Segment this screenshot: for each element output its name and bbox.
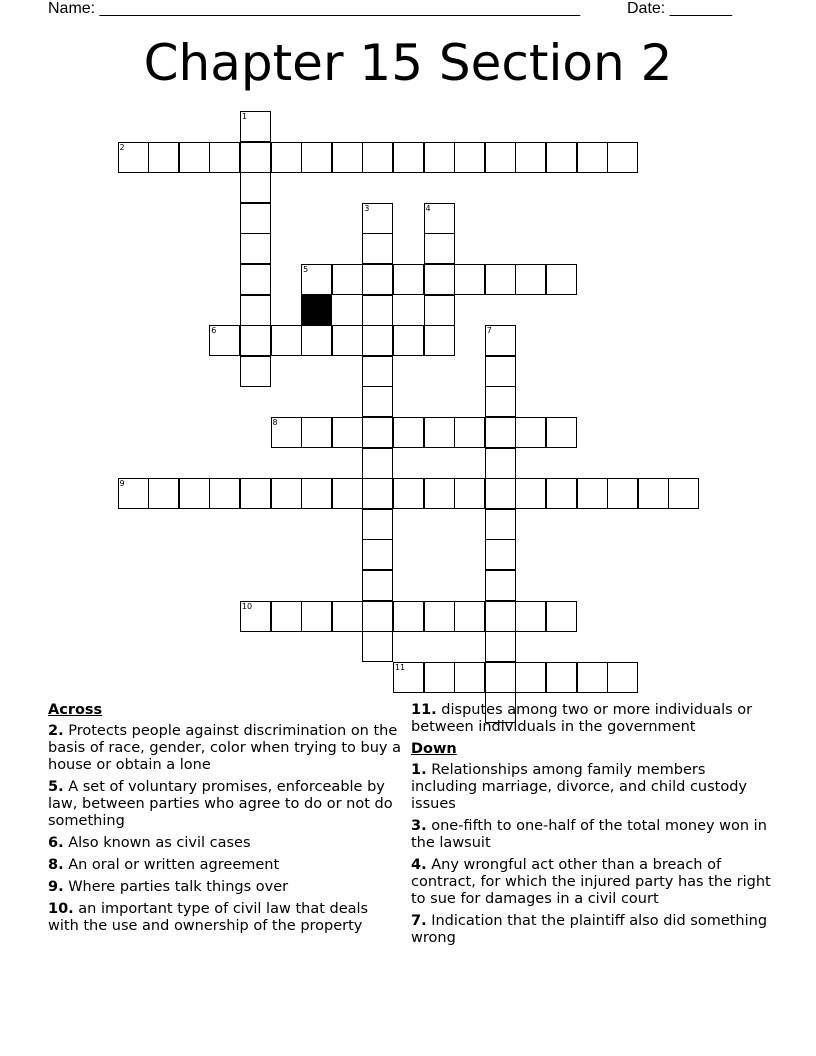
clue-number-label: 7: [486, 326, 492, 336]
grid-cell[interactable]: [362, 570, 393, 601]
grid-cell[interactable]: [454, 478, 485, 509]
grid-cell[interactable]: [240, 111, 271, 142]
clue-text: an important type of civil law that deals with the use and ownership of the property: [48, 901, 369, 934]
grid-cell[interactable]: [148, 142, 179, 173]
clue-number-label: 5: [303, 265, 309, 274]
grid-cell[interactable]: [240, 264, 271, 295]
clue-across-8: [48, 857, 403, 874]
grid-cell[interactable]: [271, 417, 302, 448]
clue-text: Where parties talk things over: [68, 879, 289, 895]
grid-cell[interactable]: [301, 417, 332, 448]
grid-cell[interactable]: [332, 325, 363, 356]
grid-cell[interactable]: [515, 417, 546, 448]
grid-cell[interactable]: [424, 233, 455, 264]
grid-cell[interactable]: [209, 325, 240, 356]
grid-cell[interactable]: [393, 264, 424, 295]
grid-cell[interactable]: [362, 631, 393, 662]
clue-across-5: [48, 779, 403, 830]
grid-cell[interactable]: [393, 662, 424, 693]
grid-cell[interactable]: [332, 478, 363, 509]
grid-cell[interactable]: [546, 601, 577, 632]
grid-cell[interactable]: [301, 478, 332, 509]
grid-cell[interactable]: [362, 356, 393, 387]
clue-text: Relationships among family members including marriage, divorce, and child custody issues: [411, 762, 747, 812]
grid-cell[interactable]: [362, 386, 393, 417]
grid-cell[interactable]: [515, 601, 546, 632]
grid-cell[interactable]: [118, 478, 149, 509]
grid-cell[interactable]: [454, 142, 485, 173]
grid-cell[interactable]: [179, 142, 210, 173]
grid-cell[interactable]: [240, 233, 271, 264]
grid-cell[interactable]: [301, 601, 332, 632]
grid-cell[interactable]: [271, 142, 302, 173]
grid-cell[interactable]: [454, 264, 485, 295]
grid-cell[interactable]: [362, 142, 393, 173]
grid-cell[interactable]: [577, 142, 608, 173]
clue-text: A set of voluntary promises, enforceable by law, between parties who agree to do or not do something: [48, 779, 393, 829]
grid-cell[interactable]: [515, 478, 546, 509]
grid-cell[interactable]: [362, 539, 393, 570]
clue-text: Any wrongful act other than a breach of contract, for which the injured party has the right to sue for damages in a civil court: [411, 857, 771, 907]
grid-cell[interactable]: [271, 325, 302, 356]
grid-cell[interactable]: [209, 142, 240, 173]
grid-cell[interactable]: [607, 662, 638, 693]
grid-cell[interactable]: [424, 203, 455, 234]
clue-across-11: [411, 702, 771, 736]
grid-cell[interactable]: [546, 264, 577, 295]
clue-number: 3.: [411, 818, 427, 834]
grid-cell[interactable]: [393, 325, 424, 356]
grid-cell[interactable]: [362, 325, 393, 356]
grid-cell[interactable]: [271, 478, 302, 509]
clue-down-3: [411, 818, 771, 852]
grid-cell[interactable]: [424, 478, 455, 509]
grid-cell[interactable]: [301, 142, 332, 173]
grid-cell[interactable]: [485, 570, 516, 601]
clue-across-6: [48, 835, 403, 852]
clue-number: 8.: [48, 857, 64, 873]
grid-cell[interactable]: [454, 601, 485, 632]
grid-cell[interactable]: [148, 478, 179, 509]
grid-cell[interactable]: [424, 325, 455, 356]
grid-cell[interactable]: [546, 662, 577, 693]
clue-down-7: [411, 913, 771, 947]
grid-cell[interactable]: [240, 172, 271, 203]
grid-cell[interactable]: [424, 601, 455, 632]
grid-cell[interactable]: [485, 539, 516, 570]
grid-cell[interactable]: [362, 448, 393, 479]
clue-number-label: 2: [119, 142, 125, 152]
grid-cell[interactable]: [362, 233, 393, 264]
grid-cell[interactable]: [240, 325, 271, 356]
grid-cell[interactable]: [393, 601, 424, 632]
grid-cell[interactable]: [485, 478, 516, 509]
grid-cell[interactable]: [485, 142, 516, 173]
grid-cell[interactable]: [332, 142, 363, 173]
clue-text: Also known as civil cases: [68, 835, 251, 851]
clue-number-label: 1: [241, 112, 247, 121]
grid-cell[interactable]: [362, 417, 393, 448]
grid-cell[interactable]: [424, 142, 455, 173]
grid-cell[interactable]: [668, 478, 699, 509]
clue-number: 9.: [48, 879, 64, 895]
grid-cell[interactable]: [393, 142, 424, 173]
grid-cell[interactable]: [515, 264, 546, 295]
clue-number: 4.: [411, 857, 427, 873]
grid-cell[interactable]: [301, 264, 332, 295]
grid-cell[interactable]: [362, 509, 393, 540]
grid-cell[interactable]: [240, 356, 271, 387]
grid-cell[interactable]: [240, 295, 271, 326]
grid-cell[interactable]: [393, 417, 424, 448]
clue-number-label: 4: [425, 203, 431, 213]
grid-cell[interactable]: [424, 662, 455, 693]
clue-number-label: 8: [272, 418, 278, 427]
grid-cell[interactable]: [607, 142, 638, 173]
clue-number-label: 3: [364, 203, 370, 213]
grid-cell[interactable]: [485, 264, 516, 295]
grid-cell[interactable]: [607, 478, 638, 509]
grid-cell[interactable]: [393, 478, 424, 509]
clue-text: Indication that the plaintiff also did something wrong: [411, 913, 768, 946]
grid-cell[interactable]: [485, 417, 516, 448]
clue-number: 6.: [48, 835, 64, 851]
grid-cell[interactable]: [179, 478, 210, 509]
grid-cell[interactable]: [454, 662, 485, 693]
grid-cell[interactable]: [546, 142, 577, 173]
down-heading: Down: [411, 741, 457, 757]
grid-cell[interactable]: [332, 417, 363, 448]
grid-cell[interactable]: [515, 142, 546, 173]
grid-cell[interactable]: [271, 601, 302, 632]
grid-cell[interactable]: [485, 509, 516, 540]
grid-cell[interactable]: [362, 478, 393, 509]
across-heading: Across: [48, 702, 103, 718]
grid-cell[interactable]: [240, 601, 271, 632]
clue-text: one-fifth to one-half of the total money won in the lawsuit: [411, 818, 767, 851]
grid-cell[interactable]: [362, 264, 393, 295]
clue-down-1: [411, 762, 771, 813]
grid-cell[interactable]: [362, 203, 393, 234]
clue-number: 11.: [411, 702, 437, 718]
grid-cell[interactable]: [424, 417, 455, 448]
grid-cell[interactable]: [301, 325, 332, 356]
grid-cell[interactable]: [485, 448, 516, 479]
grid-cell[interactable]: [424, 264, 455, 295]
clue-number: 7.: [411, 913, 427, 929]
black-square: [301, 295, 332, 326]
grid-cell[interactable]: [362, 601, 393, 632]
grid-cell[interactable]: [209, 478, 240, 509]
clue-across-2: [48, 723, 403, 774]
clue-number: 10.: [48, 901, 74, 917]
grid-cell[interactable]: [485, 631, 516, 662]
grid-cell[interactable]: [546, 478, 577, 509]
grid-cell[interactable]: [485, 325, 516, 356]
clue-down-4: [411, 857, 771, 908]
grid-cell[interactable]: [638, 478, 669, 509]
grid-cell[interactable]: [485, 662, 516, 693]
name-line: Name: ______________________________________________________: [48, 0, 581, 17]
grid-cell[interactable]: [332, 601, 363, 632]
grid-cell[interactable]: [240, 142, 271, 173]
clue-number-label: 10: [241, 601, 253, 611]
clue-text: disputes among two or more individuals or between individuals in the government: [411, 702, 753, 735]
grid-cell[interactable]: [577, 662, 608, 693]
clue-text: An oral or written agreement: [68, 857, 280, 873]
grid-cell[interactable]: [577, 478, 608, 509]
puzzle-title: Chapter 15 Section 2: [143, 34, 673, 92]
clue-across-10: [48, 901, 403, 935]
clues-right-column: [411, 702, 771, 952]
clues-left-column: [48, 702, 403, 940]
grid-cell[interactable]: [240, 478, 271, 509]
clue-number: 1.: [411, 762, 427, 778]
grid-cell[interactable]: [546, 417, 577, 448]
grid-cell[interactable]: [118, 142, 149, 173]
clue-number-label: 6: [211, 326, 217, 336]
grid-cell[interactable]: [485, 601, 516, 632]
grid-cell[interactable]: [515, 662, 546, 693]
date-line: Date: _______: [627, 0, 732, 17]
grid-cell[interactable]: [485, 356, 516, 387]
grid-cell[interactable]: [240, 203, 271, 234]
clue-number-label: 9: [119, 479, 125, 489]
clue-number: 5.: [48, 779, 64, 795]
grid-cell[interactable]: [332, 264, 363, 295]
clue-text: Protects people against discrimination on the basis of race, gender, color when trying to buy a house or obtain a lone: [48, 723, 401, 773]
grid-cell[interactable]: [485, 386, 516, 417]
grid-cell[interactable]: [424, 295, 455, 326]
grid-cell[interactable]: [454, 417, 485, 448]
clue-number: 2.: [48, 723, 64, 739]
clue-number-label: 11: [394, 662, 406, 672]
clue-across-9: [48, 879, 403, 896]
grid-cell[interactable]: [362, 295, 393, 326]
